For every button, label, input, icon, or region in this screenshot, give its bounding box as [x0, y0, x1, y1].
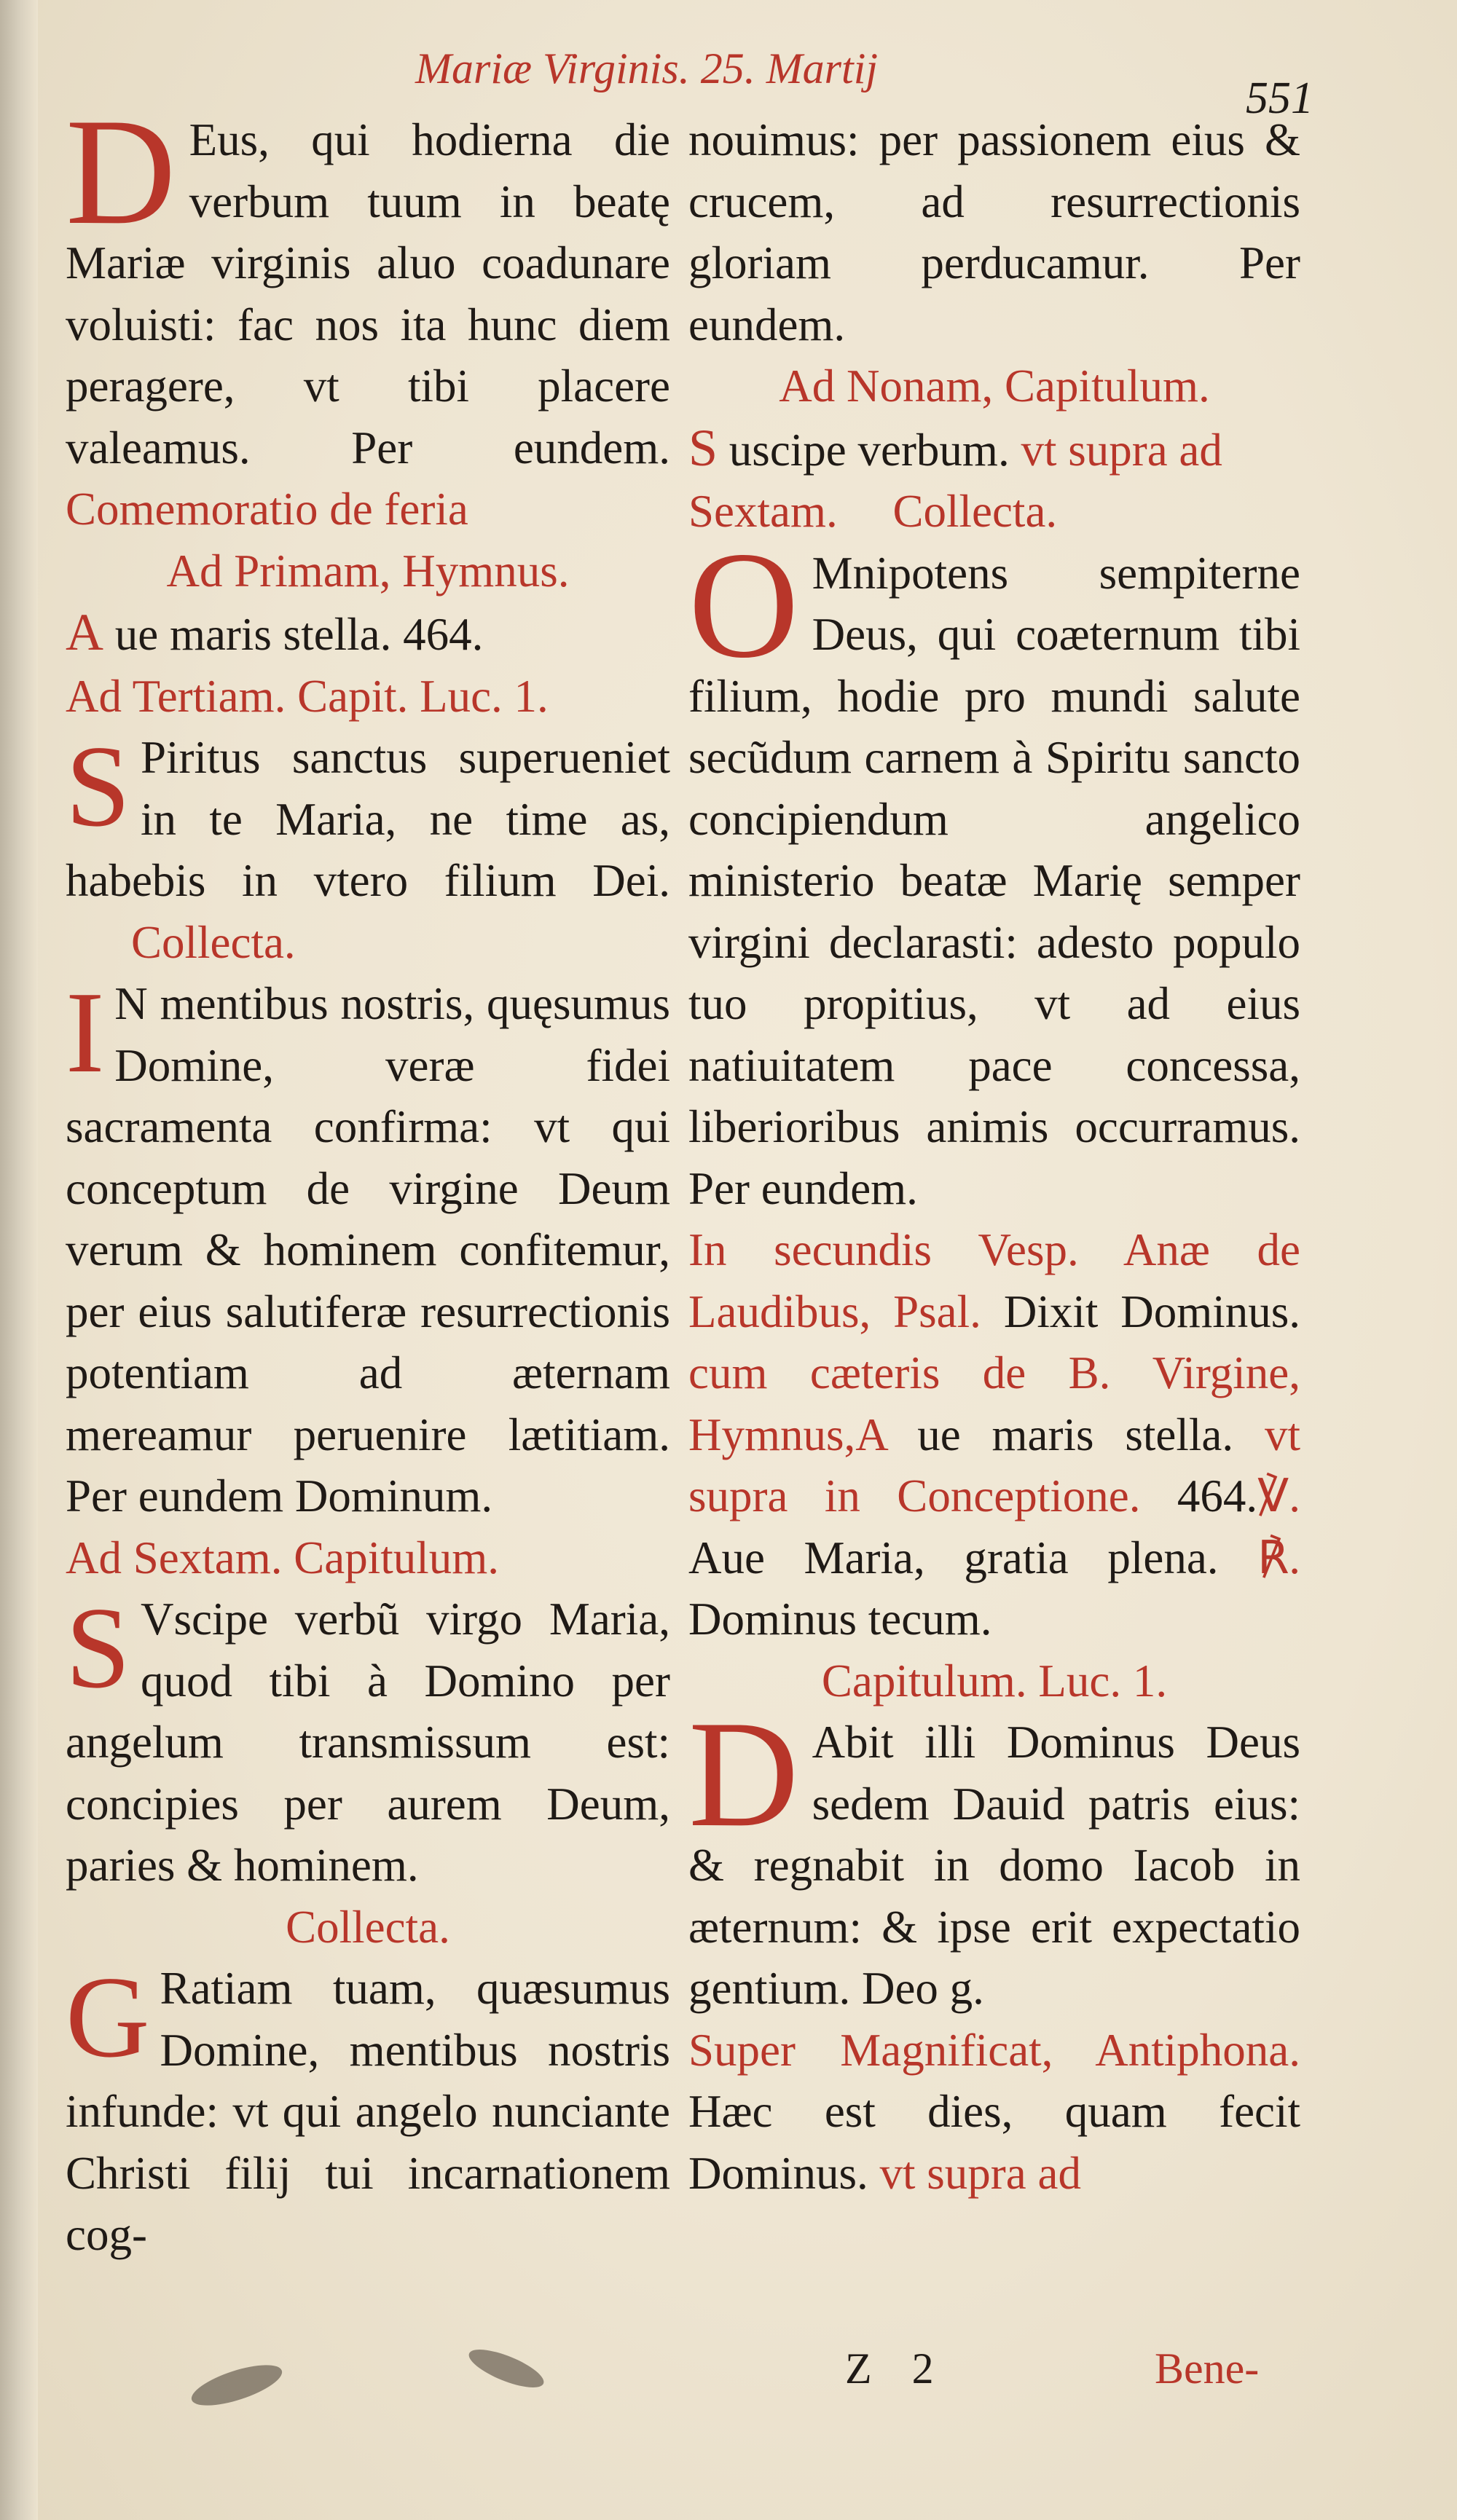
- versicle-text: Aue Maria, gratia plena.: [688, 1532, 1219, 1583]
- rubric-heading: Collecta.: [286, 1901, 450, 1953]
- page-number: 551: [1246, 74, 1313, 123]
- drop-cap: O: [688, 520, 799, 690]
- prayer-paragraph-1: [66, 87, 670, 540]
- incipit-text: uscipe verbum.: [728, 424, 1010, 476]
- drop-cap: D: [688, 1690, 799, 1859]
- incipit-text: ue maris stella. 464.: [114, 609, 484, 660]
- vespers-rubric-paragraph: [688, 1219, 1300, 1650]
- rubric-heading: Ad Tertiam. Capit. Luc. 1.: [66, 670, 549, 722]
- collect-paragraph: [66, 967, 670, 1527]
- chapter-paragraph: [66, 721, 670, 973]
- rubric-text: vt supra in Conceptione.: [688, 1409, 1301, 1521]
- drop-cap: S: [66, 721, 130, 851]
- page-header: [0, 29, 1457, 123]
- paragraph-text: Vscipe verbũ virgo Maria, quod tibi à Domino per angelum transmissum est: concipies per aurem Deum, paries & hominem.: [66, 1594, 670, 1891]
- initial-letter: S: [688, 418, 718, 477]
- incipit-text: ue maris stella.: [917, 1409, 1234, 1460]
- rubric-heading: Capitulum. Luc. 1.: [821, 1655, 1168, 1706]
- rubric-text: Super Magnificat, Antiphona.: [688, 2024, 1300, 2076]
- rubric-heading: Ad Sextam. Capitulum.: [66, 1532, 499, 1583]
- incipit-line: [66, 602, 670, 666]
- drop-cap: I: [66, 967, 105, 1097]
- right-column: [688, 109, 1300, 2204]
- reference-number: 464.: [1177, 1470, 1258, 1521]
- antiphon-paragraph: [688, 2020, 1300, 2205]
- response-symbol: ℟.: [1257, 1532, 1300, 1583]
- rubric-text: vt supra ad Sextam.: [688, 424, 1222, 537]
- paragraph-text: Piritus sanctus superueniet in te Maria, ne time as, habebis in vtero filium Dei.: [66, 732, 670, 906]
- chapter-paragraph: [66, 1583, 670, 1897]
- signature-mark: Z 2: [845, 2344, 949, 2393]
- paragraph-text: Eus, qui hodierna die verbum tuum in beatę Mariæ virginis aluo coadunare voluisti: fac nos ita hunc diem peragere, vt tibi placere valeamus. Per eundem.: [66, 114, 670, 473]
- drop-cap: D: [66, 87, 176, 256]
- catchword: Bene-: [1155, 2344, 1260, 2393]
- rubric-text: Comemoratio de feria: [66, 484, 468, 535]
- rubric-text: Collecta.: [892, 486, 1058, 537]
- incipit-line: [688, 417, 1300, 543]
- rubric-text: vt supra ad: [879, 2147, 1081, 2199]
- chapter-paragraph: [688, 1690, 1300, 2020]
- left-column: [66, 87, 670, 2266]
- page-binding: [0, 0, 38, 2520]
- antiphon-text: Hæc est dies, quam fecit Dominus.: [688, 2086, 1300, 2199]
- collect-paragraph: [66, 1952, 670, 2266]
- paragraph-text: Abit illi Dominus Deus sedem Dauid patris eius: & regnabit in domo Iacob in æternum: & ipse erit expectatio gentium. Deo g.: [688, 1717, 1300, 2014]
- paragraph-text: Ratiam tuam, quæsumus Domine, mentibus nostris infunde: vt qui angelo nunciante Christi filij tui incarnationem cog-: [66, 1963, 670, 2260]
- initial-letter: A: [66, 603, 103, 661]
- running-head: Mariæ Virginis. 25. Martij: [415, 44, 879, 92]
- rubric-text: Collecta.: [131, 916, 296, 968]
- rubric-heading: Ad Primam, Hymnus.: [166, 545, 570, 596]
- rubric-text: In secundis Vesp. Anæ de Laudibus, Psal.: [688, 1224, 1300, 1337]
- initial-letter: D: [1003, 1285, 1037, 1337]
- versicle-symbol: ℣.: [1257, 1470, 1300, 1521]
- rubric-text: cum cæteris de B. Virgine, Hymnus,: [688, 1347, 1300, 1460]
- rubric-heading: Ad Nonam, Capitulum.: [779, 361, 1210, 412]
- paragraph-text: N mentibus nostris, quęsumus Domine, veræ fidei sacramenta confirma: vt qui conceptum de virgine Deum verum & hominem confitemur, per eius salutiferæ resurrectionis potentiam ad æternam mereamur peruenire lætitiam. Per eundem Dominum.: [66, 978, 670, 1521]
- response-text: Dominus tecum.: [688, 1594, 992, 1645]
- collect-paragraph: [688, 520, 1300, 1220]
- paragraph-text: Mnipotens sempiterne Deus, qui coæternum tibi filium, hodie pro mundi salute secũdum carnem à Spiritu sancto concipiendum angelico ministerio beatæ Marię semper virgini declarasti: adesto populo tuo propitius, vt ad eius natiuitatem pace concessa, liberioribus animis occurramus. Per eundem.: [688, 547, 1300, 1214]
- drop-cap: G: [66, 1952, 150, 2082]
- continued-paragraph: nouimus: per passionem eius & crucem, ad resurrectionis gloriam perducamur. Per eundem.: [688, 114, 1300, 350]
- initial-letter: A: [855, 1409, 887, 1460]
- incipit-text: ixit Dominus.: [1037, 1285, 1300, 1337]
- drop-cap: S: [66, 1583, 130, 1712]
